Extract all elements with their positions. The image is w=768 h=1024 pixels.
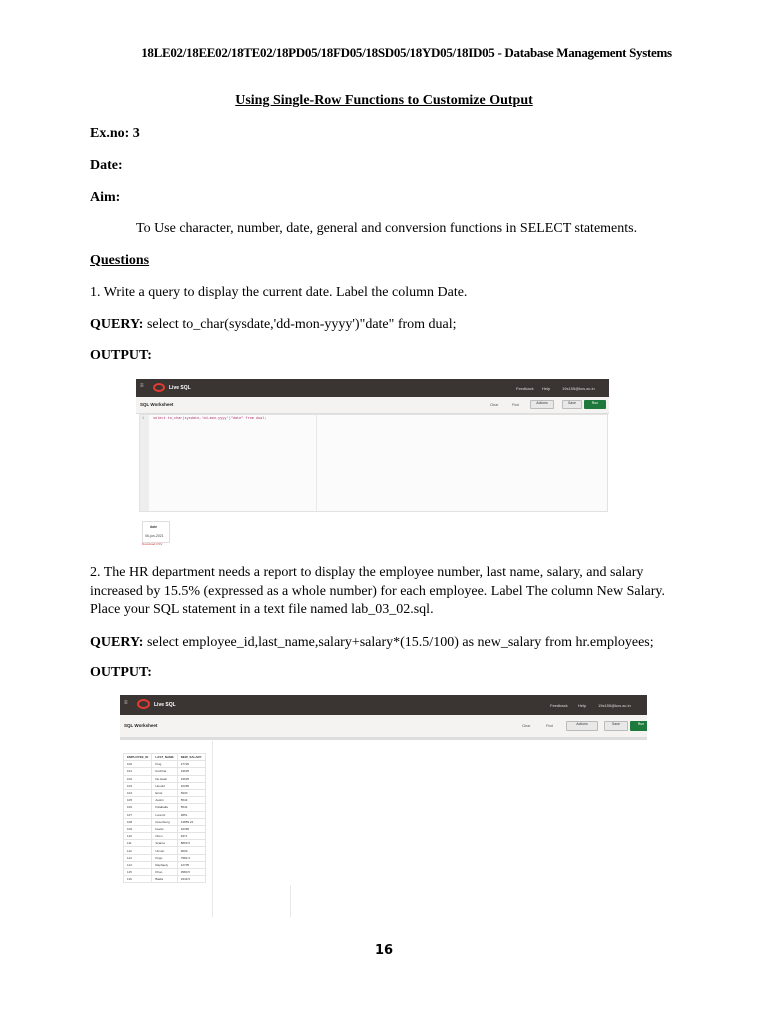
aim-text: To Use character, number, date, general and conversion functions in SELECT statements. (136, 221, 638, 236)
table-cell: Baida (152, 876, 177, 883)
worksheet-title: SQL Worksheet (140, 402, 174, 407)
table-cell: Pataballa (152, 804, 177, 811)
question-2-query (90, 634, 690, 653)
output-label: OUTPUT: (90, 348, 152, 363)
output-screenshot-2 (120, 695, 647, 917)
feedback-link[interactable]: Feedback (550, 703, 568, 708)
results-divider (212, 741, 213, 917)
document-header: 18LE02/18EE02/18TE02/18PD05/18FD05/18SD05/18YD05/18ID05 - Database Management Systems (141, 45, 672, 60)
table-row (124, 833, 206, 840)
table-cell: Ernst (152, 789, 177, 796)
table-cell: 110 (124, 833, 152, 840)
table-cell: Hunold (152, 782, 177, 789)
table-row (124, 789, 206, 796)
table-cell: 116 (124, 876, 152, 883)
questions-heading: Questions (90, 253, 150, 268)
clear-button[interactable]: Clear (522, 724, 531, 728)
brand-name: Live SQL (169, 385, 191, 391)
help-link[interactable]: Help (542, 386, 551, 391)
results-divider (290, 885, 291, 917)
line-number: 1 (142, 417, 145, 421)
table-cell: 103 (124, 782, 152, 789)
query-label: QUERY: (90, 635, 144, 650)
worksheet-toolbar (136, 397, 609, 414)
oracle-logo-icon (137, 699, 150, 709)
worksheet-toolbar (120, 715, 647, 738)
table-cell: 112 (124, 847, 152, 854)
table-cell: 10395 (177, 825, 205, 832)
query-text: select employee_id,last_name,salary+salary*(15.5/100) as new_salary from hr.employees; (143, 635, 654, 650)
table-cell: De Haan (152, 775, 177, 782)
table-row (124, 840, 206, 847)
table-cell: 5544 (177, 797, 205, 804)
table-row (124, 861, 206, 868)
table-cell: Sciarra (152, 840, 177, 847)
hamburger-icon[interactable]: ≡ (124, 700, 128, 706)
result-column-header: date (150, 525, 158, 529)
table-cell: 101 (124, 768, 152, 775)
page-title: Using Single-Row Functions to Customize Output (235, 93, 533, 108)
sql-code: select to_char(sysdate,'dd-mon-yyyy')"date" from dual; (153, 417, 267, 421)
table-cell: 9471 (177, 833, 205, 840)
table-cell: 108 (124, 818, 152, 825)
table-row (124, 775, 206, 782)
table-row (124, 818, 206, 825)
user-menu[interactable]: 19s155@kcs.ac.in (598, 703, 631, 708)
save-button[interactable]: Save (604, 721, 628, 731)
editor-divider (316, 415, 317, 511)
table-cell: 4851 (177, 811, 205, 818)
feedback-link[interactable]: Feedback (516, 386, 534, 391)
results-table (123, 753, 206, 883)
table-cell: Kochhar (152, 768, 177, 775)
table-cell: Faviet (152, 825, 177, 832)
table-cell: 8893.5 (177, 840, 205, 847)
table-row (124, 847, 206, 854)
table-cell: 19635 (177, 768, 205, 775)
run-button[interactable]: Run (584, 400, 606, 409)
table-cell: Popp (152, 854, 177, 861)
table-row (124, 869, 206, 876)
livesql-topbar (120, 695, 647, 715)
column-header: EMPLOYEE_ID (124, 754, 152, 761)
output-label: OUTPUT: (90, 665, 152, 680)
question-1-query (90, 316, 690, 335)
table-cell: Chen (152, 833, 177, 840)
query-label: QUERY: (90, 317, 144, 332)
table-cell: 105 (124, 797, 152, 804)
result-table (142, 521, 170, 543)
question-1-text: 1. Write a query to display the current date. Label the column Date. (90, 285, 468, 300)
table-cell: 19635 (177, 775, 205, 782)
find-button[interactable]: Find (512, 403, 519, 407)
clear-button[interactable]: Clear (490, 403, 499, 407)
table-cell: 27720 (177, 761, 205, 768)
table-cell: Urman (152, 847, 177, 854)
table-row (124, 825, 206, 832)
table-cell: 7982.3 (177, 854, 205, 861)
table-cell: 114 (124, 861, 152, 868)
livesql-topbar (136, 379, 609, 397)
column-header: NEW_SALARY (177, 754, 205, 761)
brand-name: Live SQL (154, 702, 176, 708)
query-text: select to_char(sysdate,'dd-mon-yyyy')"date" from dual; (143, 317, 457, 332)
find-button[interactable]: Find (546, 724, 553, 728)
splitter-handle[interactable] (120, 738, 647, 740)
table-cell: 104 (124, 789, 152, 796)
table-cell: 6930 (177, 789, 205, 796)
actions-dropdown[interactable]: Actions (566, 721, 598, 731)
table-cell: Lorentz (152, 811, 177, 818)
table-cell: 109 (124, 825, 152, 832)
table-row (124, 804, 206, 811)
table-cell: 107 (124, 811, 152, 818)
table-row (124, 811, 206, 818)
table-cell: 100 (124, 761, 152, 768)
result-cell: 06-jun-2021 (145, 534, 164, 538)
table-cell: 106 (124, 804, 152, 811)
oracle-logo-icon (153, 383, 165, 392)
table-cell: 102 (124, 775, 152, 782)
table-cell: 13859.24 (177, 818, 205, 825)
sql-editor[interactable] (139, 414, 608, 512)
table-cell: Raphaely (152, 861, 177, 868)
help-link[interactable]: Help (578, 703, 587, 708)
aim-label: Aim: (90, 190, 121, 205)
table-row (124, 854, 206, 861)
editor-gutter (140, 415, 149, 511)
column-header: LAST_NAME (152, 754, 177, 761)
table-row (124, 761, 206, 768)
table-cell: 5544 (177, 804, 205, 811)
exercise-number: Ex.no: 3 (90, 126, 140, 141)
actions-dropdown[interactable]: Actions (530, 400, 554, 409)
table-row (124, 797, 206, 804)
date-label: Date: (90, 158, 123, 173)
output-screenshot-1 (136, 379, 609, 547)
table-cell: 111 (124, 840, 152, 847)
table-cell: Khoo (152, 869, 177, 876)
table-row (124, 768, 206, 775)
table-cell: Austin (152, 797, 177, 804)
table-cell: 115 (124, 869, 152, 876)
table-cell: King (152, 761, 177, 768)
run-button[interactable]: Run (630, 721, 647, 731)
download-link[interactable]: Download CSV (142, 542, 163, 546)
table-cell: 3580.5 (177, 869, 205, 876)
table-row (124, 876, 206, 883)
table-row (124, 782, 206, 789)
question-2-text: 2. The HR department needs a report to display the employee number, last name, salary, and salary increased by 15.5% (expressed as a whole number) for each employee. Label The column New Salary. Place your SQL statement in a text file named lab_03_02.sql. (90, 565, 665, 617)
table-cell: 113 (124, 854, 152, 861)
save-button[interactable]: Save (562, 400, 582, 409)
user-menu[interactable]: 19s155@kcs.ac.in (562, 386, 595, 391)
table-cell: 12705 (177, 861, 205, 868)
table-cell: 10395 (177, 782, 205, 789)
worksheet-title: SQL Worksheet (124, 723, 158, 728)
page-number: 16 (374, 943, 394, 958)
table-cell: 3349.5 (177, 876, 205, 883)
table-cell: 9009 (177, 847, 205, 854)
hamburger-icon[interactable]: ≡ (140, 383, 144, 389)
table-cell: Greenberg (152, 818, 177, 825)
